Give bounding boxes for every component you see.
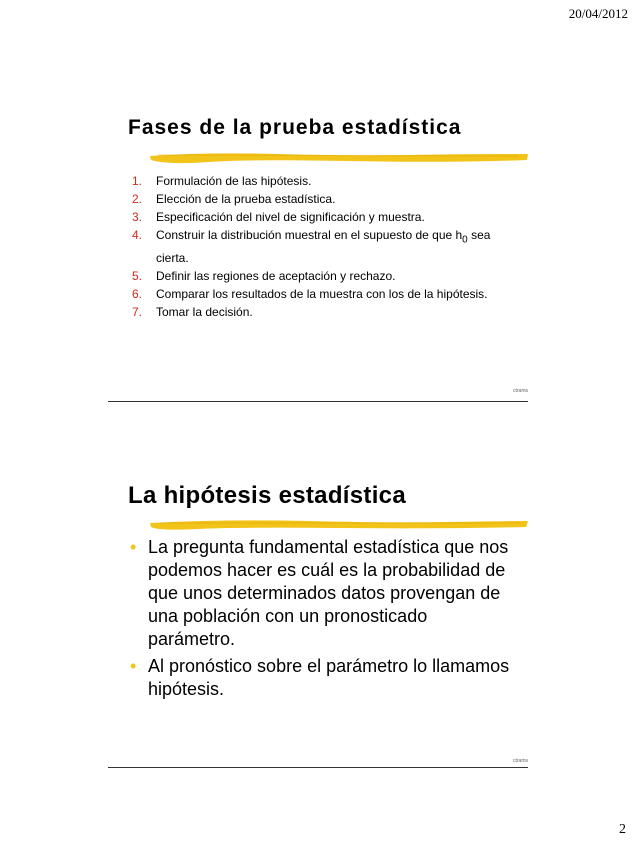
list-item-text: Elección de la prueba estadística. [156, 192, 336, 206]
slide-divider [108, 767, 528, 768]
list-number: 7. [132, 305, 143, 320]
list-number: 4. [132, 228, 143, 242]
list-item-text: La pregunta fundamental estadística que nos podemos hacer es cuál es la probabilidad de que unos determinados datos provengan de una población con un pronosticado parámetro. [148, 537, 509, 649]
page-number: 2 [619, 822, 626, 837]
slide-hipotesis [108, 472, 528, 768]
list-number: 3. [132, 210, 143, 224]
list-number: 6. [132, 287, 143, 302]
list-number: 2. [132, 192, 143, 206]
title-underline-brush [148, 518, 530, 530]
list-item-text-cont: sea cierta. [156, 228, 491, 266]
list-item-text: Construir la distribución muestral en el supuesto de que h [156, 228, 463, 242]
slide-footer: ctrams [513, 388, 528, 394]
list-item-text: Formulación de las hipótesis. [156, 174, 312, 188]
header-date: 20/04/2012 [568, 6, 628, 21]
list-number: 5. [132, 269, 143, 284]
phases-list [132, 172, 492, 321]
slide-title: La hipótesis estadística [128, 482, 406, 509]
list-item-text: Definir las regiones de aceptación y rechazo. [156, 269, 396, 284]
list-item [132, 285, 492, 303]
list-item-text: Especificación del nivel de significación y muestra. [156, 210, 425, 224]
list-item [130, 655, 510, 701]
slide-divider [108, 401, 528, 402]
list-item [132, 303, 492, 321]
list-item [130, 536, 510, 651]
list-number: 1. [132, 174, 143, 188]
subscript-zero: 0 [462, 234, 468, 246]
slide-title: Fases de la prueba estadística [128, 116, 462, 139]
list-item [132, 208, 492, 226]
list-item [132, 172, 492, 190]
list-item [132, 226, 492, 267]
list-item-text: Tomar la decisión. [156, 305, 253, 320]
list-item-text: Comparar los resultados de la muestra con los de la hipótesis. [156, 287, 488, 302]
list-item-text: Al pronóstico sobre el parámetro lo llamamos hipótesis. [148, 656, 510, 699]
list-item [132, 190, 492, 208]
list-item [132, 267, 492, 285]
bullet-icon: • [130, 656, 137, 676]
title-underline-brush [148, 150, 530, 164]
slide-footer: ctrams [513, 758, 528, 764]
hypothesis-bullets [130, 536, 510, 705]
bullet-icon: • [130, 537, 137, 557]
slide-fases [108, 110, 528, 402]
